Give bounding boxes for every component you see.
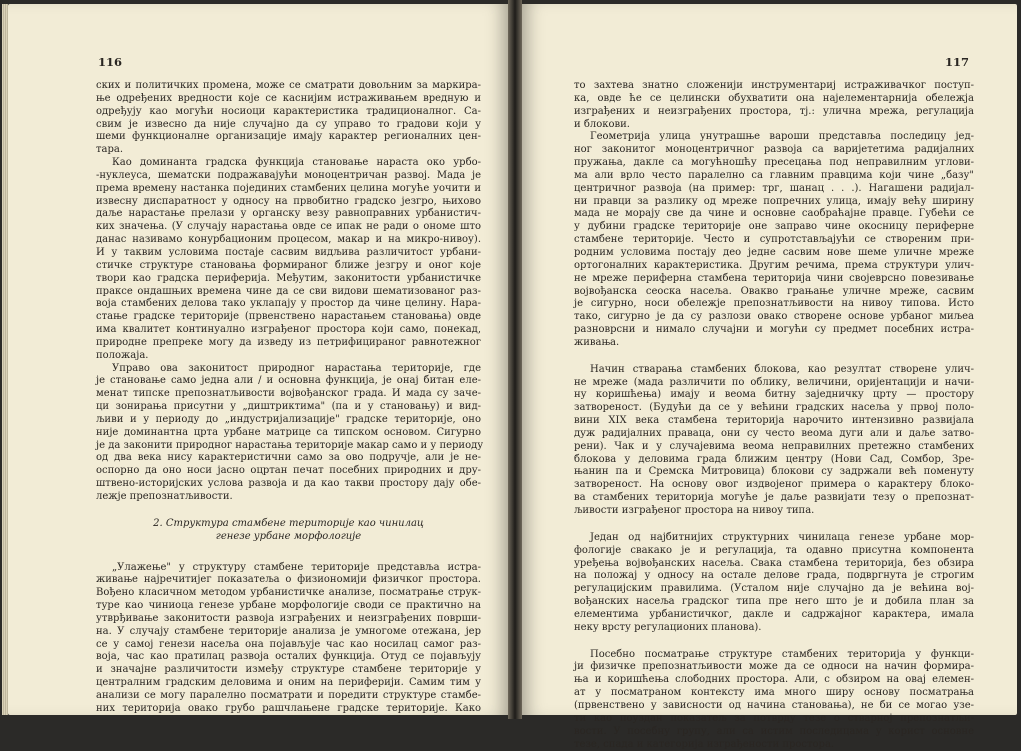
text-line: ти као поуздан показатељ за потврду тезе о стварној препознатљи- xyxy=(574,713,974,726)
text-line: ци зонирања присутни у „диштриктима" (па и у становању) и вид- xyxy=(96,401,481,414)
text-line: ка, овде ће се целински обухватити она најелементарнија обележја xyxy=(574,93,974,106)
text-line: на. У случају стамбене територије анализа је умногоме отежана, јер xyxy=(96,626,481,639)
text-line: има квалитет континуално изграђеног простора који само, понекад, xyxy=(96,324,481,337)
text-line: ну коришћења) имају и веома битну заједничку црту — простору xyxy=(574,389,974,402)
text-line: туре као чиниоца генезе урбане морфологије своди се практично на xyxy=(96,600,481,613)
text-line: ња и коришћења слободних простора. Али, с обзиром на овај елемен- xyxy=(574,674,974,687)
paragraph-gap xyxy=(574,635,974,649)
paragraph xyxy=(96,80,481,157)
text-line: ортогоналних карактеристика. Другим речима, према структури улич- xyxy=(574,260,974,273)
text-line: живања. xyxy=(574,337,974,350)
text-line: то захтева знатно сложенији инструментариј истраживачког поступ- xyxy=(574,80,974,93)
text-line: утврђивање законитости развоја изграђених и неизграђених површи- xyxy=(96,613,481,626)
text-line: неку врсту регулационих планова). xyxy=(574,622,974,635)
text-line: фологије свакако је и регулација, та одавно присутна компонента xyxy=(574,545,974,558)
paragraph xyxy=(574,131,974,349)
text-line: Вођено класичном методом урбанистичке анализе, посматрање струк- xyxy=(96,587,481,600)
text-line: војвођанска сеоска насеља. Овакво грањање уличне мреже, сасвим xyxy=(574,286,974,299)
text-line: тезе, спада и категорија изграђености простора. xyxy=(574,739,974,751)
text-line: је сигурно, носи обележје препознатљивости на нивоу типова. Исто xyxy=(574,298,974,311)
left-page-text xyxy=(96,80,481,716)
text-line: је становање само једна али / и основна функција, је онај битан еле- xyxy=(96,375,481,388)
text-line: штвено-историјских услова развоја и да као такви простору дају обе- xyxy=(96,478,481,491)
text-line: њанин па и Сремска Митровица) блокови су задржали већ поменуту xyxy=(574,466,974,479)
text-line: шеми функционалне организације имају карактер регионалних цен- xyxy=(96,131,481,144)
text-line: уређења војвођанских насеља. Свака стамбена територија, без обзира xyxy=(574,558,974,571)
text-line: ат у посматраном контексту има много ширу основу посматрања xyxy=(574,687,974,700)
text-line: вини XIX века стамбена територија нарочито интензивно развијала xyxy=(574,415,974,428)
text-line: затвореност. На основу овог издвојеног примера о карактеру блоко- xyxy=(574,479,974,492)
text-line: затвореност. (Будући да се у већини градских насеља у првој поло- xyxy=(574,402,974,415)
text-line: тара. xyxy=(96,144,481,157)
text-line: ва стамбених територија могуће је даље развијати тезу о препознат- xyxy=(574,492,974,505)
text-line: централним градским деловима и оним на периферији. Самим тим у xyxy=(96,677,481,690)
text-line: стамбене територије. Често и супротстављајући се створеним при- xyxy=(574,234,974,247)
paragraph xyxy=(96,562,481,716)
text-line: Управо ова законитост природног нарастања територије, где xyxy=(96,363,481,376)
book-gutter xyxy=(508,0,522,719)
text-line: регулацијским правилима. (Усталом није случајно да је већина вој- xyxy=(574,583,974,596)
text-line: Као доминанта градска функција становање нараста око урбо- xyxy=(96,157,481,170)
text-line: дуж радијалних праваца, они су често веома дуги али и даље затво- xyxy=(574,428,974,441)
text-line: разноврсни и нимало случајни и могући су предмет посебних истра- xyxy=(574,324,974,337)
text-line: данас називамо конурбационим процесом, макар и на микро-нивоу). xyxy=(96,234,481,247)
right-page xyxy=(522,4,1017,715)
text-line: них територија овако грубо рашчлањене градске територије. Како xyxy=(96,703,481,716)
text-line: вости. У посебну групу, али са истим последицама у корист основне xyxy=(574,726,974,739)
text-line: Геометрија улица унутрашње вароши представља последицу јед- xyxy=(574,131,974,144)
paragraph xyxy=(574,364,974,518)
text-line: ње одређених вредности које се каснијим истраживањем вредную и xyxy=(96,93,481,106)
paragraph xyxy=(574,80,974,131)
text-line: -нуклеуса, шематски подражавајући моноцентричан развој. Мада је xyxy=(96,170,481,183)
text-line: центричног развоја (на пример: трг, шанац . . .). Нагашени радијал- xyxy=(574,183,974,196)
text-line: вођанских насеља градског типа пре него што је и добила план за xyxy=(574,596,974,609)
text-line: „Улажење" у структуру стамбене територије представља истра- xyxy=(96,562,481,575)
paragraph xyxy=(96,363,481,504)
text-line: Посебно посматрање структуре стамбених територија у функци- xyxy=(574,649,974,662)
text-line: на положај у односу на остале делове града, подвргнута је строгим xyxy=(574,570,974,583)
text-line: од два века нису карактеристични само за ово подручје, али је не- xyxy=(96,452,481,465)
text-line: у дубини градске територије оне заправо чине окосницу периферне xyxy=(574,221,974,234)
text-line: Начин стварања стамбених блокова, као резултат створене улич- xyxy=(574,364,974,377)
text-line: ких значења. (У случају нарастања овде се ипак не ради о ономе што xyxy=(96,221,481,234)
text-line: воја, час као пратилац развоја осталих функција. Отуд се појављују xyxy=(96,651,481,664)
text-line: ног законитог моноцентричног развоја са варијететима радијалних xyxy=(574,144,974,157)
left-page xyxy=(8,4,508,715)
paragraph xyxy=(574,649,974,751)
text-line: љиви и у периоду до „индустријализације" градске територије, оно xyxy=(96,414,481,427)
paragraph-gap xyxy=(574,350,974,364)
text-line: љивости изграђеног простора на нивоу типа. xyxy=(574,505,974,518)
paragraph xyxy=(574,532,974,635)
text-line: свим је извесно да није случајно да су управо то градови који у xyxy=(96,119,481,132)
text-line: се у самој генези насеља она појављује час као носилац самог раз- xyxy=(96,639,481,652)
text-line: према времену настанка појединих стамбених целина могуће уочити и xyxy=(96,183,481,196)
text-line: стичке структуре становања формираног ближе језгру и оног које xyxy=(96,260,481,273)
text-line: извесну диспаратност у односу на првобитно градско језгро, њихово xyxy=(96,196,481,209)
text-line: мада не морају све да чине и основне саобраћајне правце. Губећи се xyxy=(574,208,974,221)
text-line: ма али врло често паралелно са главним правцима који чине „базу" xyxy=(574,170,974,183)
paragraph-gap xyxy=(574,518,974,532)
text-line: блокова у деловима града ближим центру (Нови Сад, Сомбор, Зре- xyxy=(574,454,974,467)
text-line: одређују као могући носиоци карактеристика традиционалног. Са- xyxy=(96,106,481,119)
text-line: твори као градска периферија. Међутим, законитости урбанистичке xyxy=(96,273,481,286)
text-line: менат типске препознатљивости војвођанског града. И мада су заче- xyxy=(96,388,481,401)
text-line: родним условима постају део једне сасвим нове шеме уличне мреже xyxy=(574,247,974,260)
text-line: тако, сигурно је да су разлози овако створене основе урбаног миљеа xyxy=(574,311,974,324)
page-number: 116 xyxy=(98,55,122,69)
paragraph xyxy=(96,157,481,363)
text-line: даље нарастање прелази у органску везу равноправних урбанистич- xyxy=(96,208,481,221)
text-line: стање градске територије (првенствено нарастањем становања) овде xyxy=(96,311,481,324)
text-line: рени). Чак и у случајевима веома неправилних претежно стамбених xyxy=(574,441,974,454)
text-line: ских и политичких промена, може се сматрати довољним за маркира- xyxy=(96,80,481,93)
text-line: живање најречитијег показатеља о физиономији физичког простора. xyxy=(96,574,481,587)
section-heading-line: генезе урбане морфологије xyxy=(96,531,481,544)
right-page-text xyxy=(574,80,974,751)
text-line: положаја. xyxy=(96,350,481,363)
text-line: лежје препознатљивости. xyxy=(96,491,481,504)
text-line: ји физичке препознатљивости може да се односи на начин формира- xyxy=(574,661,974,674)
text-line: и блокови. xyxy=(574,119,974,132)
text-line: И у таквим условима постаје сасвим видљива различитост урбани- xyxy=(96,247,481,260)
text-line: и значајне различитости између структуре стамбене територије у xyxy=(96,664,481,677)
page-number: 117 xyxy=(945,55,969,69)
text-line: воја стамбених делова тако уклапају у простор да чине целину. Нара- xyxy=(96,298,481,311)
text-line: је да законити природног нарастања територије макар само и у периоду xyxy=(96,440,481,453)
text-line: ни правци за разлику од мреже попречних улица, имају већу ширину xyxy=(574,196,974,209)
text-line: елементима урбанистичког, дакле и садржајног карактера, имала xyxy=(574,609,974,622)
text-line: не мреже (мада различити по облику, величини, оријентацији и начи- xyxy=(574,377,974,390)
text-line: (првенствено у зависности од начина становања), не би се могао узе- xyxy=(574,700,974,713)
text-line: не мреже периферна стамбена територија чини својеврсно повезивање xyxy=(574,273,974,286)
text-line: није доминантна црта урбане матрице са типском основом. Сигурно xyxy=(96,427,481,440)
text-line: оспорно да оно носи јасно оцртан печат посебних природних и дру- xyxy=(96,465,481,478)
text-line: анализи се могу паралелно посматрати и поредити структуре стамбе- xyxy=(96,690,481,703)
section-heading-line: 2. Структура стамбене територије као чинилац xyxy=(96,518,481,531)
text-line: Један од најбитнијих структурних чинилаца генезе урбане мор- xyxy=(574,532,974,545)
section-heading xyxy=(96,518,481,544)
text-line: изграђених и неизграђених простора, тј.: улична мрежа, регулација xyxy=(574,106,974,119)
text-line: пружања, дакле са могућношћу пресецања под неправилним углови- xyxy=(574,157,974,170)
text-line: природне препреке могу да изведу из петрифицираног равнотежног xyxy=(96,337,481,350)
text-line: праксе ондашњих времена чине да се сви видови шематизованог раз- xyxy=(96,286,481,299)
